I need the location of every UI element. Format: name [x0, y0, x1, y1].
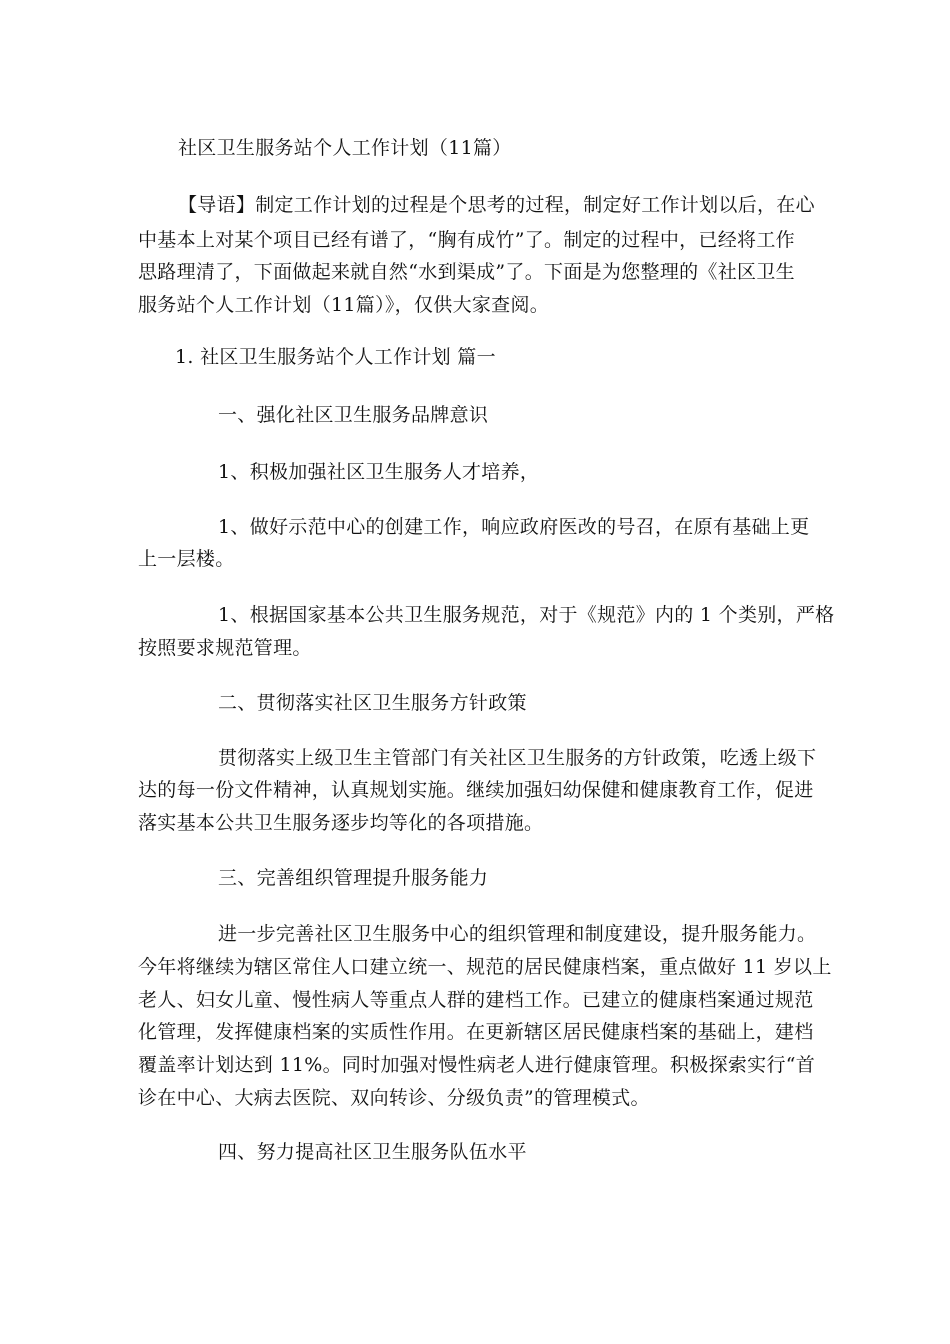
item-3-line-1: 1、根据国家基本公共卫生服务规范，对于《规范》内的 1 个类别，严格 [218, 604, 835, 626]
heading-2: 二、贯彻落实社区卫生服务方针政策 [218, 692, 527, 714]
item-3-line-2: 按照要求规范管理。 [138, 637, 312, 659]
heading-3: 三、完善组织管理提升服务能力 [218, 867, 489, 889]
para-3-line-6: 诊在中心、大病去医院、双向转诊、分级负责”的管理模式。 [138, 1087, 650, 1109]
para-3-line-3: 老人、妇女儿童、慢性病人等重点人群的建档工作。已建立的健康档案通过规范 [138, 989, 814, 1011]
para-3-line-1: 进一步完善社区卫生服务中心的组织管理和制度建设，提升服务能力。 [218, 923, 817, 945]
para-3-line-5: 覆盖率计划达到 11%。同时加强对慢性病老人进行健康管理。积极探索实行“首 [138, 1054, 816, 1076]
document-title: 社区卫生服务站个人工作计划（11篇） [178, 137, 512, 159]
section-heading: 1. 社区卫生服务站个人工作计划 篇一 [175, 346, 496, 368]
para-2-line-2: 达的每一份文件精神，认真规划实施。继续加强妇幼保健和健康教育工作，促进 [138, 779, 814, 801]
intro-line-1: 【导语】制定工作计划的过程是个思考的过程，制定好工作计划以后，在心 [178, 194, 815, 216]
para-3-line-4: 化管理，发挥健康档案的实质性作用。在更新辖区居民健康档案的基础上，建档 [138, 1021, 814, 1043]
item-2-line-2: 上一层楼。 [138, 548, 235, 570]
intro-line-4: 服务站个人工作计划（11篇）》，仅供大家查阅。 [138, 294, 550, 316]
heading-4: 四、努力提高社区卫生服务队伍水平 [218, 1141, 527, 1163]
heading-1: 一、强化社区卫生服务品牌意识 [218, 404, 489, 426]
intro-line-3: 思路理清了，下面做起来就自然“水到渠成”了。下面是为您整理的《社区卫生 [138, 261, 795, 283]
item-1: 1、积极加强社区卫生服务人才培养， [218, 461, 540, 483]
para-2-line-1: 贯彻落实上级卫生主管部门有关社区卫生服务的方针政策，吃透上级下 [218, 747, 817, 769]
para-3-line-2: 今年将继续为辖区常住人口建立统一、规范的居民健康档案，重点做好 11 岁以上 [138, 956, 832, 978]
para-2-line-3: 落实基本公共卫生服务逐步均等化的各项措施。 [138, 812, 544, 834]
intro-line-2: 中基本上对某个项目已经有谱了，“胸有成竹”了。制定的过程中，已经将工作 [138, 229, 795, 251]
item-2-line-1: 1、做好示范中心的创建工作，响应政府医改的号召，在原有基础上更 [218, 516, 810, 538]
